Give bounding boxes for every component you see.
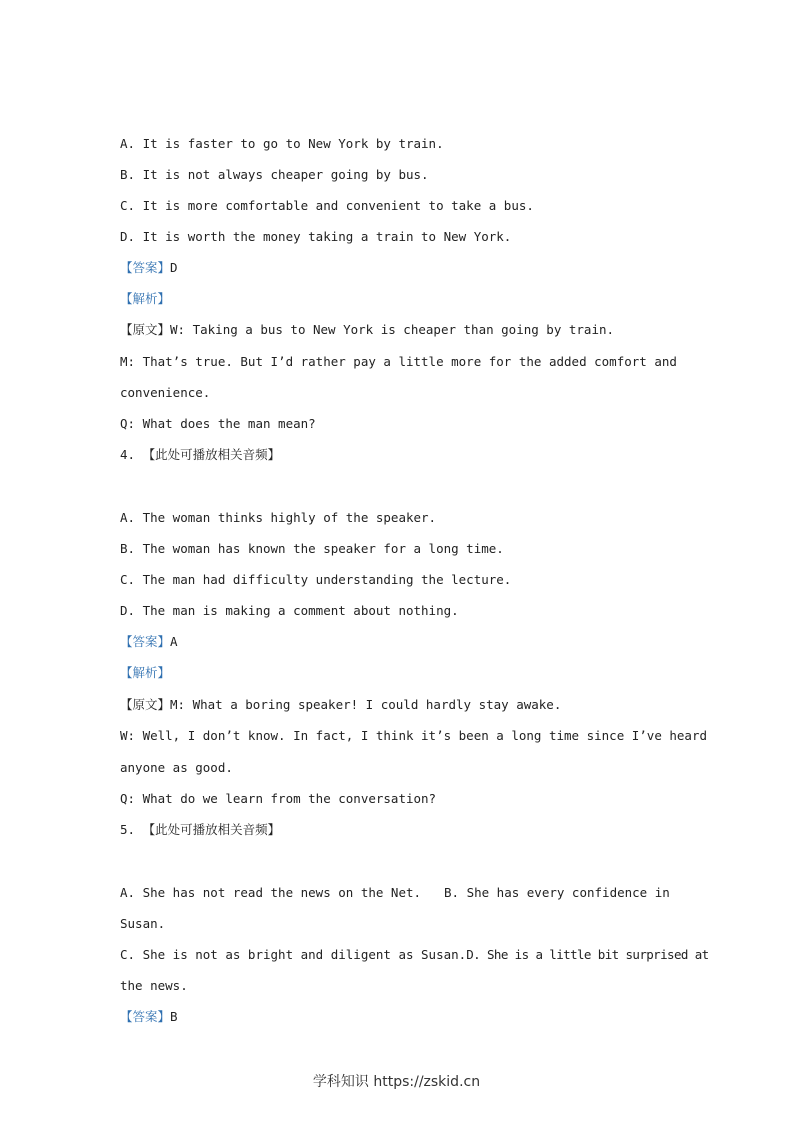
q3-option-d: D. It is worth the money taking a train to New York. bbox=[120, 229, 512, 244]
q3-answer bbox=[120, 260, 178, 276]
answer-value: B bbox=[170, 1009, 178, 1024]
q3-transcript-line-2: M: That’s true. But I’d rather pay a little more for the added comfort and bbox=[120, 354, 677, 369]
q3-transcript-line-1 bbox=[120, 322, 614, 338]
q3-option-a: A. It is faster to go to New York by train. bbox=[120, 136, 444, 151]
q4-answer bbox=[120, 634, 178, 650]
q3-transcript-line-3: convenience. bbox=[120, 385, 211, 400]
answer-value: A bbox=[170, 634, 178, 649]
q5-options-cd bbox=[120, 947, 709, 963]
q3-option-b: B. It is not always cheaper going by bus. bbox=[120, 167, 429, 182]
footer-watermark: 学科知识 https://zskid.cn bbox=[312, 1074, 481, 1090]
q4-analysis-label: 【解析】 bbox=[120, 665, 171, 680]
q5-option-b: B. She has every confidence in bbox=[444, 885, 670, 900]
q5-answer bbox=[120, 1009, 178, 1025]
q4-transcript-line-3: anyone as good. bbox=[120, 760, 233, 775]
answer-label: 【答案】 bbox=[120, 634, 171, 649]
transcript-text: M: What a boring speaker! I could hardly stay awake. bbox=[170, 697, 562, 712]
answer-value: D bbox=[170, 260, 178, 275]
q4-heading: 4. 【此处可播放相关音频】 bbox=[120, 447, 281, 462]
transcript-text: W: Taking a bus to New York is cheaper than going by train. bbox=[170, 322, 615, 337]
q5-option-d: D. She is a little bit surprised at bbox=[466, 947, 709, 962]
q4-option-a: A. The woman thinks highly of the speaker. bbox=[120, 510, 437, 525]
q3-analysis-label: 【解析】 bbox=[120, 291, 171, 306]
q4-option-c: C. The man had difficulty understanding the lecture. bbox=[120, 572, 512, 587]
q5-options-ab bbox=[120, 885, 670, 901]
q4-option-b: B. The woman has known the speaker for a long time. bbox=[120, 541, 504, 556]
q5-option-a: A. She has not read the news on the Net. bbox=[120, 885, 422, 900]
q5-option-d-cont: the news. bbox=[120, 978, 188, 993]
q5-option-b-cont: Susan. bbox=[120, 916, 166, 931]
q3-question: Q: What does the man mean? bbox=[120, 416, 316, 431]
q4-question: Q: What do we learn from the conversation? bbox=[120, 791, 437, 806]
q3-option-c: C. It is more comfortable and convenient to take a bus. bbox=[120, 198, 534, 213]
q5-option-c: C. She is not as bright and diligent as Susan. bbox=[120, 947, 467, 962]
q4-transcript-line-2: W: Well, I don’t know. In fact, I think it’s been a long time since I’ve heard bbox=[120, 728, 707, 743]
transcript-label: 【原文】 bbox=[120, 697, 171, 712]
q4-transcript-line-1 bbox=[120, 697, 561, 713]
q4-option-d: D. The man is making a comment about nothing. bbox=[120, 603, 459, 618]
answer-label: 【答案】 bbox=[120, 1009, 171, 1024]
answer-label: 【答案】 bbox=[120, 260, 171, 275]
transcript-label: 【原文】 bbox=[120, 322, 171, 337]
q5-heading: 5. 【此处可播放相关音频】 bbox=[120, 822, 281, 837]
